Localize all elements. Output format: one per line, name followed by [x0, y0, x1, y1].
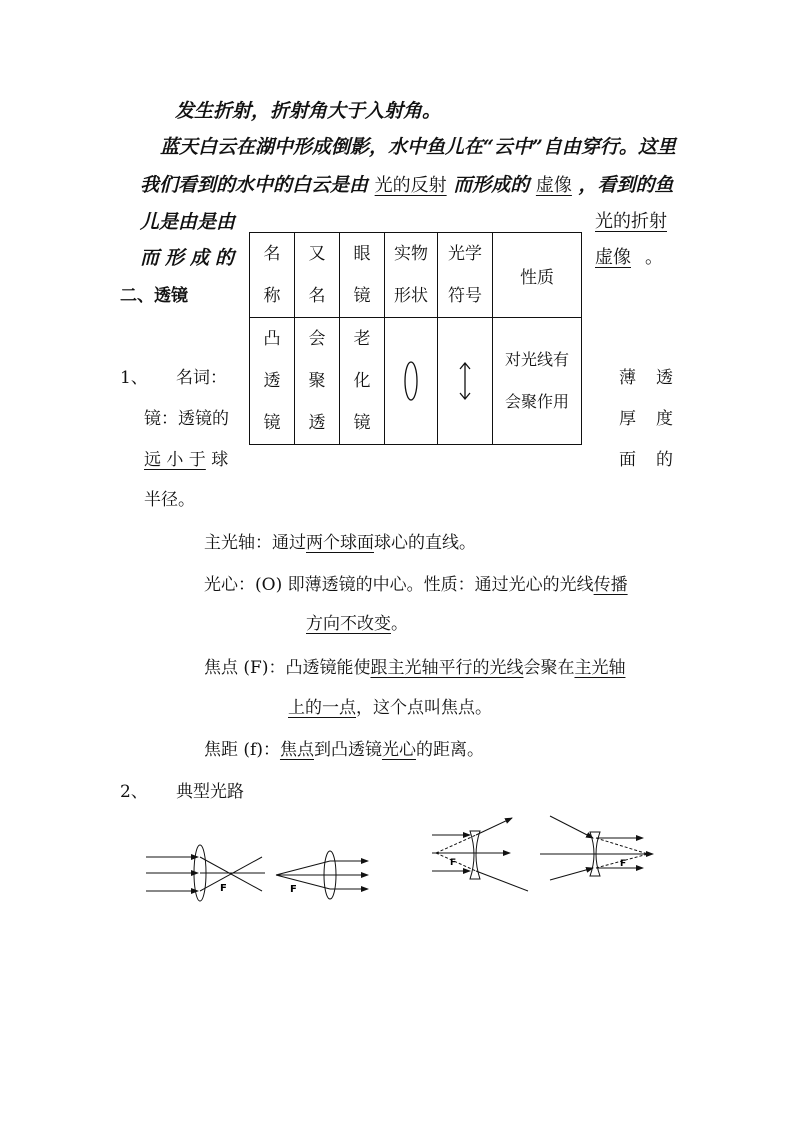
cell-lens-symbol [438, 318, 493, 445]
def-focus-cont [288, 693, 492, 718]
focus-underlined-2: 主光轴 [574, 658, 626, 678]
def-optical-center [204, 570, 628, 595]
far-less-line [144, 445, 228, 470]
period: 。 [645, 247, 663, 268]
header-glasses: 眼镜 [340, 233, 385, 318]
right-col-2c: 的 [656, 450, 673, 470]
convex-lens-symbol-icon [455, 359, 475, 403]
focus-underlined-1: 跟主光轴平行的光线 [370, 658, 524, 678]
blank-virtual-image-1: 虚像 [535, 175, 572, 196]
intro-line-5-left: 而形成的 [140, 247, 241, 269]
concave-lens-diverge-diagram [430, 815, 535, 895]
flen-end: 的距离。 [415, 740, 484, 760]
header-name: 名称 [250, 233, 295, 318]
def-optical-center-cont [306, 609, 408, 634]
intro-line-1: 发生折射，折射角大于入射角。 [175, 100, 442, 122]
thin-lens-text: 镜：透镜的 [144, 409, 229, 429]
intro-line-3-c: ，看到的鱼 [578, 174, 674, 196]
far-less-than: 远 小 于 [144, 450, 206, 470]
ball-text: 球 [211, 450, 229, 470]
item-2-number: 2、 [120, 782, 148, 802]
header-alias: 又名 [295, 233, 340, 318]
focus-label: 焦点 (F)：凸透镜能使 [204, 658, 371, 678]
blank-refraction: 光的折射 [595, 211, 667, 232]
right-col-1c: 面 [619, 450, 636, 470]
header-shape: 实物形状 [385, 233, 438, 318]
intro-line-3 [140, 170, 674, 197]
item-2-label: 典型光路 [176, 782, 244, 802]
focus-label-1: F [220, 883, 227, 894]
cell-lens-shape [385, 318, 438, 445]
axis-label: 主光轴：通过 [204, 533, 306, 553]
focus-label-2: F [290, 884, 297, 895]
focus-underlined-3: 上的一点 [288, 698, 356, 718]
cell-converging: 会聚透 [295, 318, 340, 445]
intro-line-4-left: 儿是由是由 [140, 211, 236, 233]
flen-underlined-2: 光心 [381, 740, 416, 760]
intro-line-3-b: 而形成的 [453, 174, 530, 196]
header-symbol: 光学符号 [438, 233, 493, 318]
item-1-label: 名词： [176, 368, 227, 388]
focus-label-3: F [450, 858, 457, 868]
cell-convex-lens: 凸透镜 [250, 318, 295, 445]
focus-mid: 会聚在 [523, 658, 575, 678]
center-label: 光心：(O) 即薄透镜的中心。性质：通过光心的光线 [204, 575, 594, 595]
def-principal-axis [204, 528, 476, 553]
blank-virtual-image-2: 虚像 [595, 247, 631, 268]
header-property: 性质 [493, 233, 582, 318]
intro-line-5-right [595, 243, 663, 269]
lens-table [249, 232, 582, 445]
item-1-number: 1、 [120, 368, 148, 388]
right-col-2a: 透 [656, 368, 673, 388]
intro-line-3-a: 我们看到的水中的白云是由 [140, 174, 369, 196]
section-title-lens: 二、透镜 [120, 286, 188, 306]
convex-lens-shape-icon [401, 359, 421, 403]
axis-end: 球心的直线。 [374, 533, 476, 553]
def-focal-length [204, 735, 484, 760]
axis-underlined: 两个球面 [306, 533, 374, 553]
flen-label: 焦距 (f)： [204, 740, 280, 760]
convex-lens-parallel-diagram [272, 845, 372, 900]
intro-line-2: 蓝天白云在湖中形成倒影，水中鱼儿在“云中”自由穿行。这里 [160, 136, 676, 158]
focus-end: ，这个点叫焦点。 [356, 698, 492, 718]
right-col-1a: 薄 [619, 368, 636, 388]
cell-presbyopic: 老化镜 [340, 318, 385, 445]
flen-mid: 到凸透镜 [313, 740, 382, 760]
center-underlined-1: 传播 [593, 575, 628, 595]
def-focus [204, 653, 625, 678]
right-col-1b: 厚 [619, 409, 636, 429]
center-end: 。 [391, 614, 408, 634]
cell-property: 对光线有会聚作用 [493, 318, 582, 445]
flen-underlined-1: 焦点 [279, 740, 314, 760]
convex-lens-converge-diagram [140, 835, 270, 905]
focus-label-4: F [620, 859, 627, 869]
right-col-2b: 度 [656, 409, 673, 429]
blank-reflection: 光的反射 [374, 175, 447, 196]
radius-text: 半径。 [144, 490, 195, 510]
center-underlined-2: 方向不改变 [306, 614, 391, 634]
concave-lens-parallel-diagram [538, 812, 660, 882]
